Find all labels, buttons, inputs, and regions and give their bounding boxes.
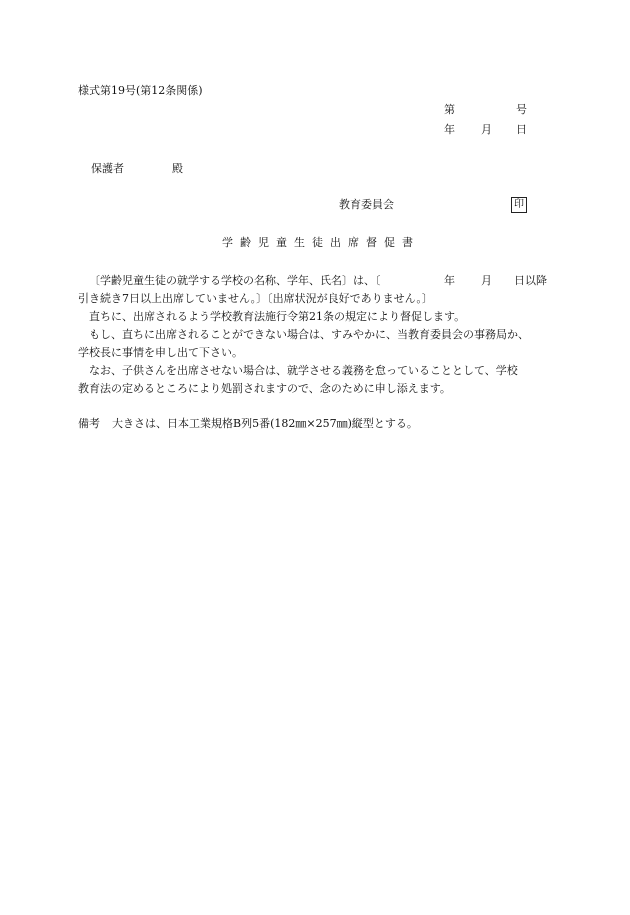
honorific: 殿 [172, 162, 183, 175]
body-line-6: なお、子供さんを出席させない場合は、就学させる義務を怠っていることとして、学校 [89, 364, 518, 377]
date-day: 日 [516, 123, 527, 136]
body-line-1-year: 年 [444, 274, 455, 287]
body-line-1-day: 日以降 [514, 274, 547, 287]
body-line-7: 教育法の定めるところにより処罰されますので、念のために申し添えます。 [78, 382, 451, 395]
body-line-5: 学校長に事情を申し出て下さい。 [78, 346, 243, 359]
body-line-1-text: 〔学齢児童生徒の就学する学校の名称、学年、氏名〕は、〔 [89, 274, 381, 287]
date-month: 月 [481, 123, 492, 136]
seal-stamp: 印 [511, 197, 527, 213]
body-line-2: 引き続き7日以上出席していません。〕〔出席状況が良好でありません。〕 [78, 292, 433, 305]
issuer-committee: 教育委員会 [339, 198, 394, 211]
document-title: 学齢児童生徒出席督促書 [222, 236, 420, 249]
guardian-label: 保護者 [91, 162, 124, 175]
note-label: 備考 [78, 417, 100, 430]
body-line-4: もし、直ちに出席されることができない場合は、すみやかに、当教育委員会の事務局か、 [89, 328, 529, 341]
form-number: 様式第19号(第12条関係) [78, 84, 203, 97]
body-line-1-month: 月 [481, 274, 492, 287]
number-suffix: 号 [516, 103, 527, 116]
number-prefix: 第 [444, 103, 455, 116]
date-year: 年 [444, 123, 455, 136]
note-text: 大きさは、日本工業規格B列5番(182㎜×257㎜)縦型とする。 [112, 417, 418, 430]
body-line-3: 直ちに、出席されるよう学校教育法施行令第21条の規定により督促します。 [89, 310, 466, 323]
